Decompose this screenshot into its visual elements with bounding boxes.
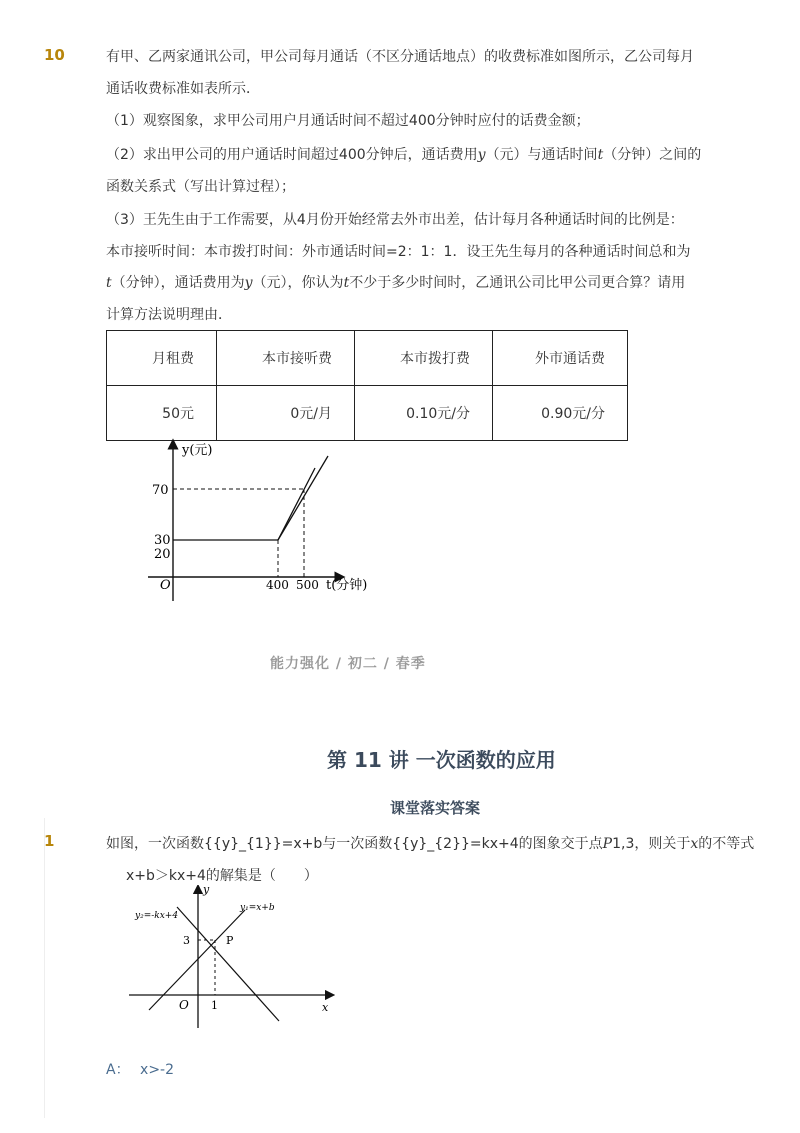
graph-tick-30: 30	[154, 533, 171, 548]
q1-function-graph	[125, 885, 340, 1030]
q1-point-p: P	[226, 934, 234, 947]
q10-part2-line1	[106, 144, 701, 164]
q10-part3-text-b: （元），你认为	[252, 275, 344, 291]
q1-text-line-1	[106, 833, 754, 853]
page-footer: 能力强化 / 初二 / 春季	[270, 656, 426, 672]
q10-part3-text-c: 不少于多少时间时，乙通讯公司比甲公司更合算？请用	[349, 275, 686, 291]
var-p: P	[602, 836, 613, 852]
var-t: t	[106, 275, 112, 291]
q10-part3-line3	[106, 272, 685, 292]
fee-table-value-row	[107, 386, 628, 441]
q1-y-axis-label: y	[203, 885, 210, 896]
q1-text-c: 的不等式	[698, 836, 755, 852]
graph-tick-70: 70	[152, 483, 169, 498]
graph-x-label: t(分钟)	[326, 578, 368, 593]
var-x: x	[690, 836, 699, 852]
q10-text-line-2: 通话收费标准如表所示．	[106, 81, 260, 97]
q1-text-a: 如图，一次函数{{y}_{1}}=x+b与一次函数{{y}_{2}}=kx+4的图象交于点	[106, 836, 603, 852]
fee-value-local-receive: 0元/月	[217, 386, 355, 441]
graph-fee-line	[173, 468, 315, 540]
var-t: t	[343, 275, 350, 291]
q1-tick-3: 3	[183, 934, 190, 947]
fee-value-local-call: 0.10元/分	[355, 386, 493, 441]
question-number-10: 10	[44, 46, 65, 64]
var-y: y	[244, 275, 253, 291]
fee-table	[106, 330, 628, 441]
left-divider	[44, 818, 45, 1118]
graph-tick-400: 400	[266, 578, 289, 592]
q10-part2-text-c: （分钟）之间的	[603, 147, 702, 163]
fee-value-long-distance: 0.90元/分	[493, 386, 628, 441]
var-t: t	[597, 147, 604, 163]
fee-header-monthly: 月租费	[107, 331, 217, 386]
fee-header-local-receive: 本市接听费	[217, 331, 355, 386]
fee-header-long-distance: 外市通话费	[493, 331, 628, 386]
graph-origin: O	[160, 578, 171, 593]
q10-part3-line2: 本市接听时间：本市拨打时间：外市通话时间=2：1：1．设王先生每月的各种通话时间总和为	[106, 244, 691, 260]
q10-part3-text-a: （分钟），通话费用为	[111, 275, 245, 291]
fee-table-header-row	[107, 331, 628, 386]
q1-text-line-2: x+b＞kx+4的解集是（ ）	[126, 868, 318, 884]
q1-label-y1: y₁=x+b	[240, 903, 275, 913]
section-title: 课堂落实答案	[390, 799, 481, 817]
q1-line-y2	[177, 907, 279, 1021]
fee-value-monthly: 50元	[107, 386, 217, 441]
q10-part2-text-a: （2）求出甲公司的用户通话时间超过400分钟后，通话费用	[106, 147, 478, 163]
question-number-1: 1	[44, 832, 55, 850]
q10-fee-graph	[140, 436, 380, 606]
q10-part1: （1）观察图象，求甲公司用户月通话时间不超过400分钟时应付的话费金额；	[106, 113, 590, 129]
q10-part2-line2: 函数关系式（写出计算过程）；	[106, 179, 295, 195]
q1-tick-1: 1	[211, 999, 218, 1012]
graph-tick-500: 500	[296, 578, 319, 592]
q1-text-b: 1,3，则关于	[612, 836, 691, 852]
choice-a-label: A：	[106, 1062, 130, 1078]
q10-part2-text-b: （元）与通话时间	[485, 147, 598, 163]
choice-a-text: x>-2	[140, 1062, 175, 1078]
graph-y-label: y(元)	[182, 443, 213, 458]
fee-header-local-call: 本市拨打费	[355, 331, 493, 386]
q1-x-axis-label: x	[322, 1001, 329, 1014]
q1-origin: O	[179, 998, 189, 1012]
q10-part3-line4: 计算方法说明理由．	[106, 307, 232, 323]
graph-tick-20: 20	[154, 547, 171, 562]
graph-fee-slope	[278, 456, 328, 540]
var-y: y	[477, 147, 486, 163]
q10-text-line-1: 有甲、乙两家通讯公司，甲公司每月通话（不区分通话地点）的收费标准如图所示，乙公司每月	[106, 49, 694, 65]
q1-label-y2: y₂=-kx+4	[135, 911, 179, 921]
q10-part3-line1: （3）王先生由于工作需要，从4月份开始经常去外市出差，估计每月各种通话时间的比例是：	[106, 212, 684, 228]
choice-a[interactable]	[106, 1059, 174, 1079]
lesson-title: 第 11 讲 一次函数的应用	[327, 748, 556, 772]
